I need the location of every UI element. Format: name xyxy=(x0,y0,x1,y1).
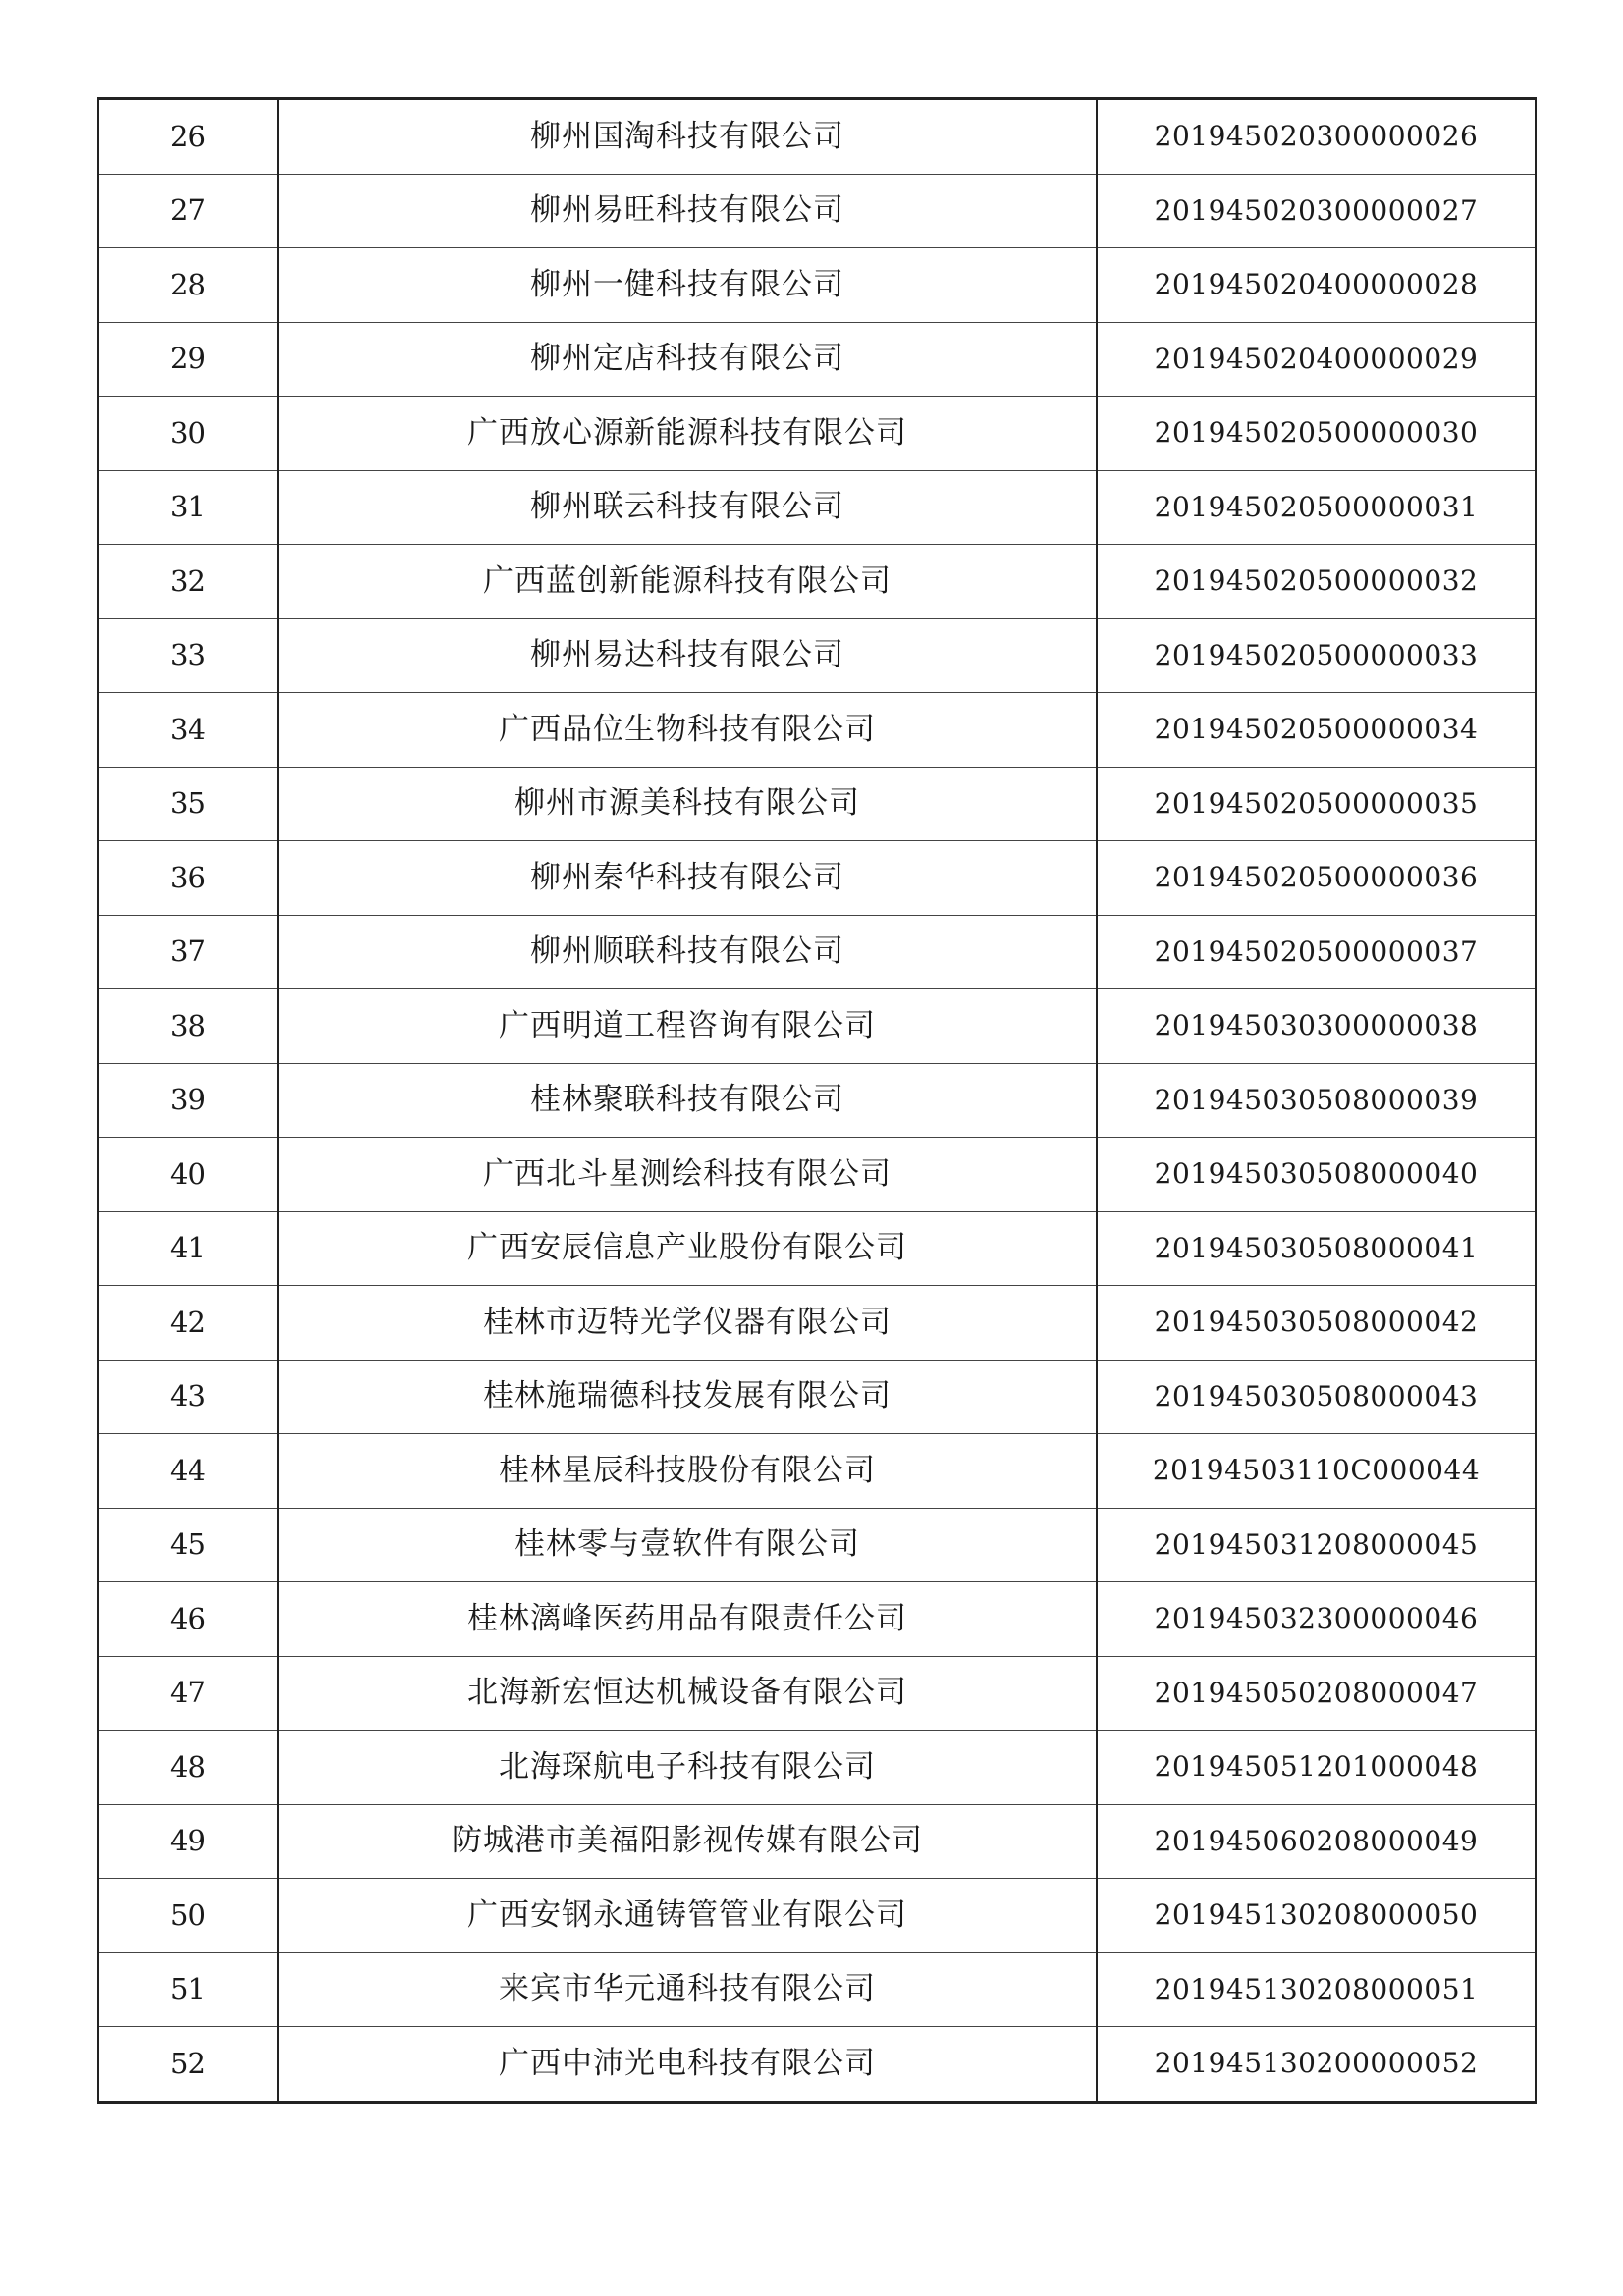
company-name-cell: 广西北斗星测绘科技有限公司 xyxy=(278,1138,1097,1212)
row-number-cell: 34 xyxy=(98,693,278,768)
registration-code-cell: 201945030508000043 xyxy=(1097,1360,1536,1434)
row-number-cell: 36 xyxy=(98,841,278,916)
registration-code-cell: 201945130200000052 xyxy=(1097,2027,1536,2103)
row-number-cell: 43 xyxy=(98,1360,278,1434)
row-number-cell: 45 xyxy=(98,1508,278,1582)
table-row xyxy=(98,693,1536,768)
registration-code-cell: 201945030508000041 xyxy=(1097,1211,1536,1286)
registry-table xyxy=(97,97,1537,2104)
registration-code-cell: 201945130208000050 xyxy=(1097,1879,1536,1953)
company-name-cell: 防城港市美福阳影视传媒有限公司 xyxy=(278,1804,1097,1879)
table-row xyxy=(98,322,1536,397)
registration-code-cell: 201945032300000046 xyxy=(1097,1582,1536,1657)
table-row xyxy=(98,1731,1536,1805)
row-number-cell: 41 xyxy=(98,1211,278,1286)
registration-code-cell: 201945060208000049 xyxy=(1097,1804,1536,1879)
row-number-cell: 50 xyxy=(98,1879,278,1953)
row-number-cell: 33 xyxy=(98,618,278,693)
registration-code-cell: 201945030508000039 xyxy=(1097,1063,1536,1138)
row-number-cell: 35 xyxy=(98,767,278,841)
company-name-cell: 桂林星辰科技股份有限公司 xyxy=(278,1434,1097,1509)
registration-code-cell: 201945030300000038 xyxy=(1097,989,1536,1064)
registration-code-cell: 20194503110C000044 xyxy=(1097,1434,1536,1509)
table-row xyxy=(98,1434,1536,1509)
company-name-cell: 柳州市源美科技有限公司 xyxy=(278,767,1097,841)
table-row xyxy=(98,397,1536,471)
registration-code-cell: 201945020500000032 xyxy=(1097,545,1536,619)
row-number-cell: 39 xyxy=(98,1063,278,1138)
table-row xyxy=(98,1138,1536,1212)
table-row xyxy=(98,1804,1536,1879)
table-row xyxy=(98,2027,1536,2103)
company-name-cell: 广西安辰信息产业股份有限公司 xyxy=(278,1211,1097,1286)
row-number-cell: 49 xyxy=(98,1804,278,1879)
table-row xyxy=(98,1508,1536,1582)
row-number-cell: 31 xyxy=(98,470,278,545)
company-name-cell: 广西明道工程咨询有限公司 xyxy=(278,989,1097,1064)
registration-code-cell: 201945020500000035 xyxy=(1097,767,1536,841)
registration-code-cell: 201945031208000045 xyxy=(1097,1508,1536,1582)
registration-code-cell: 201945020500000031 xyxy=(1097,470,1536,545)
registration-code-cell: 201945020500000034 xyxy=(1097,693,1536,768)
company-name-cell: 广西放心源新能源科技有限公司 xyxy=(278,397,1097,471)
table-row xyxy=(98,841,1536,916)
row-number-cell: 26 xyxy=(98,99,278,175)
table-row xyxy=(98,545,1536,619)
table-row xyxy=(98,989,1536,1064)
row-number-cell: 40 xyxy=(98,1138,278,1212)
row-number-cell: 37 xyxy=(98,915,278,989)
registration-code-cell: 201945051201000048 xyxy=(1097,1731,1536,1805)
row-number-cell: 32 xyxy=(98,545,278,619)
registration-code-cell: 201945020500000037 xyxy=(1097,915,1536,989)
company-name-cell: 桂林聚联科技有限公司 xyxy=(278,1063,1097,1138)
company-name-cell: 柳州一健科技有限公司 xyxy=(278,248,1097,323)
company-name-cell: 广西中沛光电科技有限公司 xyxy=(278,2027,1097,2103)
company-name-cell: 广西品位生物科技有限公司 xyxy=(278,693,1097,768)
row-number-cell: 52 xyxy=(98,2027,278,2103)
table-row xyxy=(98,470,1536,545)
company-name-cell: 柳州秦华科技有限公司 xyxy=(278,841,1097,916)
company-name-cell: 柳州易旺科技有限公司 xyxy=(278,174,1097,248)
table-row xyxy=(98,1286,1536,1361)
registration-code-cell: 201945020400000029 xyxy=(1097,322,1536,397)
row-number-cell: 30 xyxy=(98,397,278,471)
table-row xyxy=(98,767,1536,841)
table-row xyxy=(98,248,1536,323)
company-name-cell: 柳州定店科技有限公司 xyxy=(278,322,1097,397)
table-row xyxy=(98,1656,1536,1731)
company-name-cell: 柳州顺联科技有限公司 xyxy=(278,915,1097,989)
table-row xyxy=(98,99,1536,175)
row-number-cell: 46 xyxy=(98,1582,278,1657)
registration-code-cell: 201945050208000047 xyxy=(1097,1656,1536,1731)
table-row xyxy=(98,1063,1536,1138)
company-name-cell: 北海新宏恒达机械设备有限公司 xyxy=(278,1656,1097,1731)
registration-code-cell: 201945020500000030 xyxy=(1097,397,1536,471)
company-name-cell: 来宾市华元通科技有限公司 xyxy=(278,1952,1097,2027)
row-number-cell: 48 xyxy=(98,1731,278,1805)
row-number-cell: 28 xyxy=(98,248,278,323)
company-name-cell: 桂林零与壹软件有限公司 xyxy=(278,1508,1097,1582)
registration-code-cell: 201945020500000036 xyxy=(1097,841,1536,916)
registry-table-body xyxy=(98,99,1536,2103)
row-number-cell: 44 xyxy=(98,1434,278,1509)
company-name-cell: 广西安钢永通铸管管业有限公司 xyxy=(278,1879,1097,1953)
table-row xyxy=(98,1360,1536,1434)
registration-code-cell: 201945130208000051 xyxy=(1097,1952,1536,2027)
table-row xyxy=(98,915,1536,989)
row-number-cell: 51 xyxy=(98,1952,278,2027)
row-number-cell: 27 xyxy=(98,174,278,248)
table-row xyxy=(98,1952,1536,2027)
registration-code-cell: 201945030508000042 xyxy=(1097,1286,1536,1361)
registration-code-cell: 201945020500000033 xyxy=(1097,618,1536,693)
row-number-cell: 38 xyxy=(98,989,278,1064)
company-name-cell: 广西蓝创新能源科技有限公司 xyxy=(278,545,1097,619)
company-name-cell: 柳州联云科技有限公司 xyxy=(278,470,1097,545)
row-number-cell: 47 xyxy=(98,1656,278,1731)
row-number-cell: 29 xyxy=(98,322,278,397)
registration-code-cell: 201945020400000028 xyxy=(1097,248,1536,323)
table-row xyxy=(98,1879,1536,1953)
table-row xyxy=(98,1211,1536,1286)
company-name-cell: 柳州易达科技有限公司 xyxy=(278,618,1097,693)
company-name-cell: 北海琛航电子科技有限公司 xyxy=(278,1731,1097,1805)
company-name-cell: 桂林市迈特光学仪器有限公司 xyxy=(278,1286,1097,1361)
row-number-cell: 42 xyxy=(98,1286,278,1361)
table-row xyxy=(98,174,1536,248)
company-name-cell: 桂林漓峰医药用品有限责任公司 xyxy=(278,1582,1097,1657)
table-row xyxy=(98,1582,1536,1657)
company-name-cell: 柳州国淘科技有限公司 xyxy=(278,99,1097,175)
registration-code-cell: 201945020300000027 xyxy=(1097,174,1536,248)
table-row xyxy=(98,618,1536,693)
registration-code-cell: 201945020300000026 xyxy=(1097,99,1536,175)
registration-code-cell: 201945030508000040 xyxy=(1097,1138,1536,1212)
company-name-cell: 桂林施瑞德科技发展有限公司 xyxy=(278,1360,1097,1434)
